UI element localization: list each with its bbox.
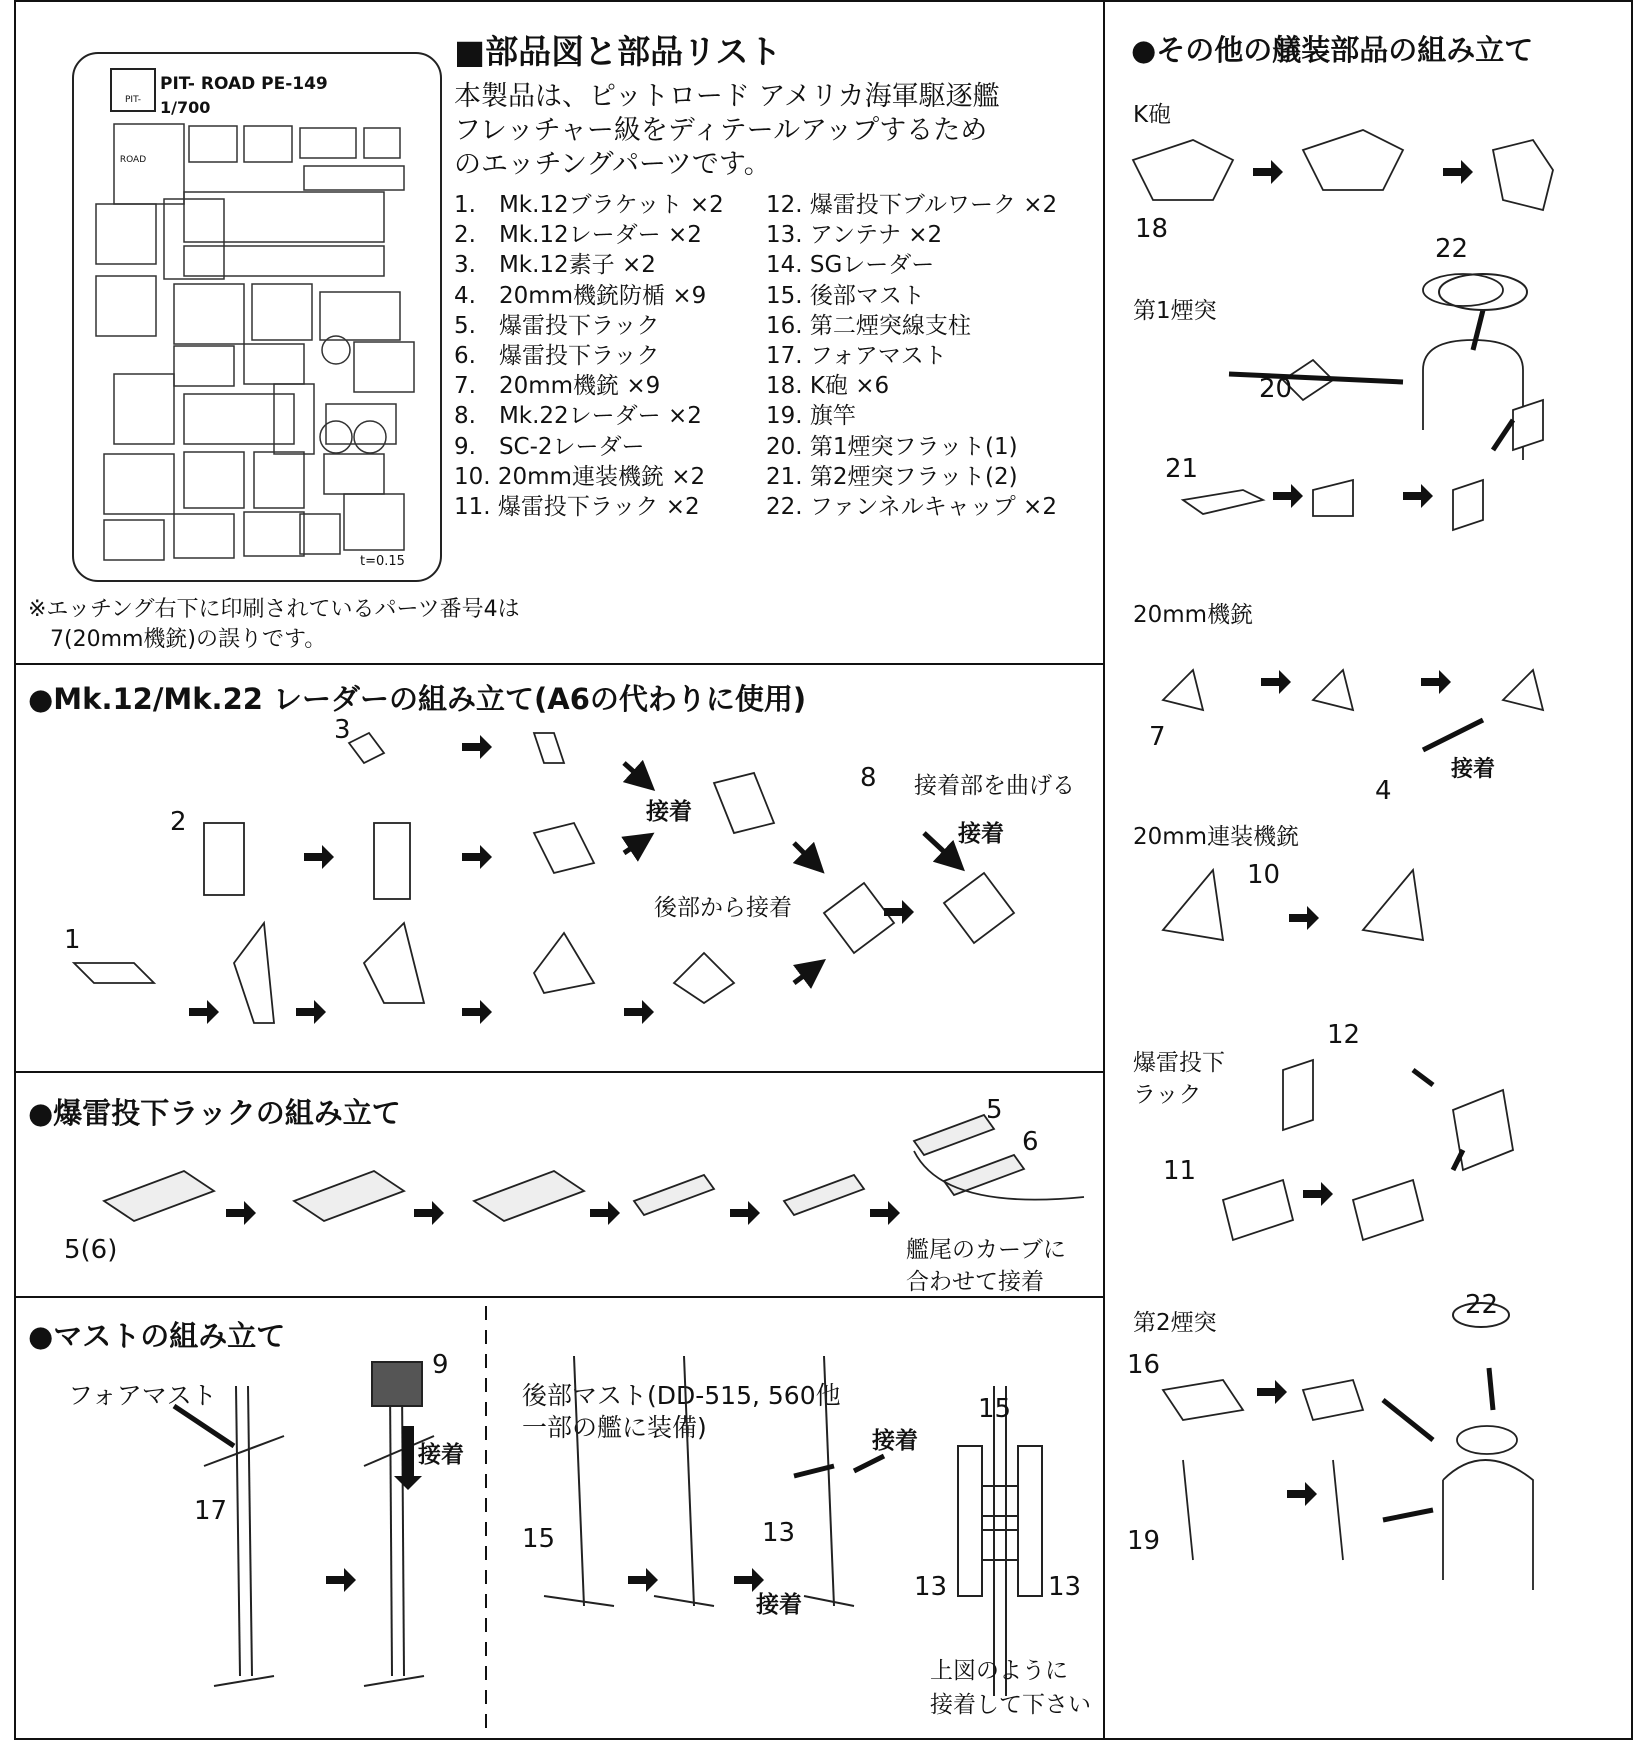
label-part-13-c: 13 (1048, 1572, 1082, 1602)
list-item: 5. 爆雷投下ラック (454, 312, 660, 339)
other-heading: ●その他の艤装部品の組み立て (1131, 33, 1534, 67)
list-item: 10. 20mm連装機銃 ×2 (454, 463, 706, 490)
list-item: 21. 第2煙突フラット(2) (766, 463, 1018, 490)
label-part-10: 10 (1247, 860, 1281, 890)
label-part-17: 17 (194, 1496, 228, 1526)
label-part-13-b: 13 (914, 1572, 948, 1602)
label-glue-mast: 接着 (418, 1442, 464, 1468)
mast-heading: ●マストの組み立て (28, 1319, 286, 1353)
label-part-16: 16 (1127, 1350, 1161, 1380)
label-part-13-a: 13 (762, 1518, 796, 1548)
label-part-5-6: 5(6) (64, 1235, 118, 1265)
label-part-3: 3 (334, 715, 351, 745)
mg20-glue-label: 接着 (1451, 757, 1496, 782)
label-part-11: 11 (1163, 1156, 1197, 1186)
sheet-thickness: t=0.15 (360, 554, 405, 569)
list-item: 19. 旗竿 (766, 403, 856, 430)
label-from-rear: 後部から接着 (654, 895, 792, 921)
kgun-label: K砲 (1133, 102, 1172, 128)
list-item: 18. K砲 ×6 (766, 373, 890, 400)
label-part-22-a: 22 (1435, 234, 1469, 264)
list-item: 17. フォアマスト (766, 343, 947, 370)
parts-list-left (454, 190, 724, 522)
label-part-6: 6 (1022, 1127, 1039, 1157)
radar-assembly-drawing (14, 663, 1105, 1073)
label-part-19: 19 (1127, 1526, 1161, 1556)
list-item: 6. 爆雷投下ラック (454, 343, 660, 370)
intro-line-3: のエッチングパーツです。 (454, 149, 771, 180)
label-part-2: 2 (170, 807, 187, 837)
list-item: 1. Mk.12ブラケット ×2 (454, 192, 724, 218)
list-item: 3. Mk.12素子 ×2 (454, 252, 656, 279)
note-line-2: 7(20mm機銃)の誤りです。 (28, 627, 327, 652)
label-part-7: 7 (1149, 722, 1166, 752)
list-item: 12. 爆雷投下ブルワーク ×2 (766, 192, 1058, 218)
label-part-1: 1 (64, 925, 81, 955)
label-part-12: 12 (1327, 1020, 1361, 1050)
fore-mast-title: フォアマスト (68, 1381, 217, 1410)
list-item: 14. SGレーダー (766, 252, 935, 279)
parts-list-right (766, 190, 1057, 522)
rear-mast-title-1: 後部マスト(DD-515, 560他 (522, 1381, 841, 1410)
twin-mg-label: 20mm連装機銃 (1133, 824, 1300, 850)
list-item: 8. Mk.22レーダー ×2 (454, 403, 702, 430)
other-assembly-drawing (1103, 0, 1633, 1740)
rack-label-2: ラック (1133, 1082, 1202, 1108)
funnel2-label: 第2煙突 (1133, 1310, 1217, 1336)
list-item: 9. SC-2レーダー (454, 433, 645, 460)
radar-section (14, 663, 1105, 1073)
label-part-18: 18 (1135, 214, 1169, 244)
list-item: 20. 第1煙突フラット(1) (766, 433, 1018, 460)
other-section (1103, 0, 1633, 1740)
label-bend: 接着部を曲げる (914, 773, 1075, 799)
parts-heading: ■部品図と部品リスト (454, 32, 782, 71)
rack-section (14, 1071, 1105, 1298)
mg20-label: 20mm機銃 (1133, 602, 1254, 628)
label-glue-2: 接着 (958, 821, 1004, 847)
pit-road-logo: PIT-ROAD (110, 68, 156, 112)
label-glue-b: 接着 (756, 1592, 802, 1618)
mast-note-2: 接着して下さい (930, 1692, 1091, 1718)
label-part-8: 8 (860, 763, 877, 793)
list-item: 4. 20mm機銃防楯 ×9 (454, 282, 707, 309)
intro-line-2: フレッチャー級をディテールアップするため (454, 115, 988, 146)
parts-section (14, 0, 1105, 665)
label-part-4: 4 (1375, 776, 1392, 806)
intro-line-1: 本製品は、ピットロード アメリカ海軍駆逐艦 (454, 81, 1000, 112)
etching-sheet (72, 52, 442, 582)
label-part-9: 9 (432, 1350, 449, 1380)
list-item: 11. 爆雷投下ラック ×2 (454, 494, 700, 521)
label-part-22-b: 22 (1465, 1290, 1499, 1320)
sheet-brand: PIT- ROAD PE-149 (160, 74, 328, 94)
label-part-5: 5 (986, 1095, 1003, 1125)
label-part-20: 20 (1259, 374, 1293, 404)
note-line-1: ※エッチング右下に印刷されているパーツ番号4は (28, 597, 520, 622)
rear-mast-title-2: 一部の艦に装備) (522, 1413, 707, 1442)
label-glue-c: 接着 (872, 1428, 918, 1454)
list-item: 13. アンテナ ×2 (766, 222, 943, 249)
list-item: 16. 第二煙突線支柱 (766, 312, 971, 339)
list-item: 2. Mk.12レーダー ×2 (454, 222, 702, 249)
mast-note-1: 上図のように (930, 1658, 1068, 1684)
rack-note-1: 艦尾のカーブに (906, 1237, 1066, 1263)
radar-heading: ●Mk.12/Mk.22 レーダーの組み立て(A6の代わりに使用) (28, 682, 807, 716)
list-item: 15. 後部マスト (766, 282, 925, 309)
label-part-15-a: 15 (522, 1524, 556, 1554)
sheet-scale: 1/700 (160, 98, 211, 117)
rack-label-1: 爆雷投下 (1133, 1050, 1225, 1076)
list-item: 22. ファンネルキャップ ×2 (766, 494, 1057, 521)
list-item: 7. 20mm機銃 ×9 (454, 373, 661, 400)
label-part-21: 21 (1165, 454, 1199, 484)
mast-section (14, 1296, 1105, 1740)
rack-note-2: 合わせて接着 (906, 1269, 1044, 1295)
rack-heading: ●爆雷投下ラックの組み立て (28, 1096, 401, 1130)
label-glue-1: 接着 (646, 799, 692, 825)
sheet-parts-drawing (74, 54, 440, 580)
funnel1-label: 第1煙突 (1133, 298, 1217, 324)
label-part-15-b: 15 (978, 1394, 1012, 1424)
